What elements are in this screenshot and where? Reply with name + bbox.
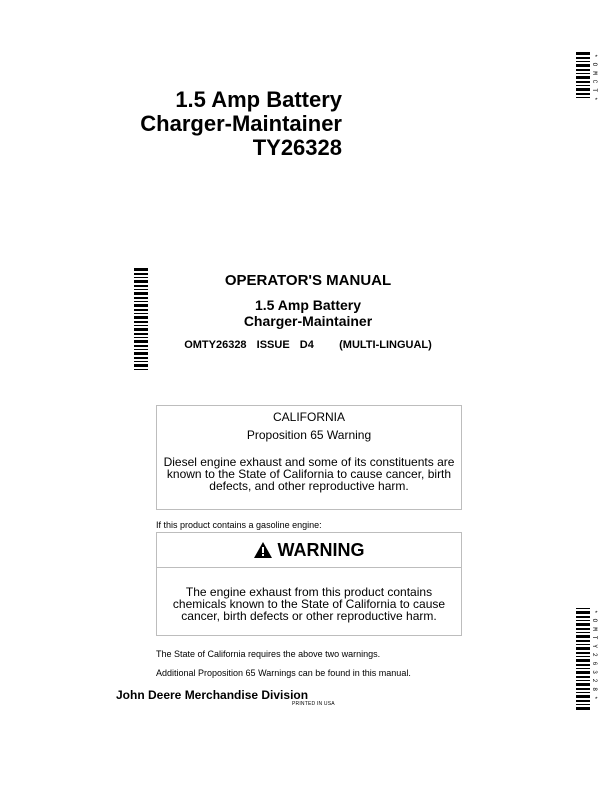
- barcode-bar: [576, 659, 590, 662]
- barcode-bar: [576, 608, 590, 609]
- barcode-bar: [134, 345, 148, 347]
- gasoline-note: If this product contains a gasoline engine:: [156, 520, 322, 530]
- barcode-bar: [134, 357, 148, 359]
- barcode-bar: [576, 640, 590, 642]
- barcode-bar: [134, 304, 148, 307]
- barcode-bar: [576, 93, 590, 95]
- manual-code: OMTY26328 ISSUE D4 (MULTI-LINGUAL): [184, 339, 432, 351]
- barcode-bar: [134, 285, 148, 287]
- barcode-icon: [134, 268, 148, 370]
- barcode-icon: [576, 608, 590, 710]
- barcode-bar: [134, 325, 148, 326]
- barcode-bar: [576, 700, 590, 702]
- warning-box: [156, 532, 462, 636]
- barcode-bar: [134, 313, 148, 314]
- barcode-text: *OMTY26328*: [591, 610, 598, 705]
- barcode-bar: [134, 297, 148, 299]
- barcode-bar: [576, 668, 590, 669]
- title-line-1: 1.5 Amp Battery: [175, 87, 342, 112]
- document-title: [140, 88, 342, 160]
- barcode-bar: [134, 364, 148, 367]
- barcode-bar: [134, 333, 148, 335]
- barcode-bar: [576, 64, 590, 67]
- warning-header: [157, 533, 461, 568]
- barcode-bar: [576, 620, 590, 621]
- left-barcode: [134, 268, 148, 370]
- barcode-bar: [576, 616, 590, 618]
- barcode-bar: [576, 61, 590, 62]
- barcode-bar: [134, 289, 148, 290]
- manual-info: [150, 272, 466, 351]
- barcode-bar: [576, 85, 590, 86]
- barcode-bar: [576, 644, 590, 645]
- california-title: CALIFORNIA: [272, 410, 345, 424]
- barcode-bar: [576, 81, 590, 83]
- bottom-right-barcode: [576, 608, 598, 710]
- barcode-bar: [576, 88, 590, 91]
- manual-heading: OPERATOR'S MANUAL: [224, 272, 392, 289]
- barcode-bar: [576, 611, 590, 614]
- barcode-bar: [134, 273, 148, 275]
- additional-note: Additional Proposition 65 Warnings can be found in this manual.: [156, 668, 411, 678]
- barcode-bar: [134, 337, 148, 338]
- barcode-bar: [576, 704, 590, 705]
- warning-heading: WARNING: [277, 539, 365, 560]
- barcode-bar: [576, 97, 590, 98]
- barcode-bar: [134, 369, 148, 370]
- barcode-bar: [576, 671, 590, 674]
- division-name: John Deere Merchandise Division: [116, 688, 309, 702]
- barcode-bar: [576, 632, 590, 633]
- barcode-bar: [576, 683, 590, 686]
- barcode-bar: [134, 328, 148, 331]
- barcode-bar: [134, 277, 148, 278]
- barcode-bar: [576, 76, 590, 79]
- barcode-bar: [576, 57, 590, 59]
- barcode-bar: [576, 623, 590, 626]
- barcode-bar: [134, 340, 148, 343]
- barcode-text: *OMCT*: [591, 54, 598, 106]
- barcode-bar: [134, 280, 148, 283]
- barcode-bar: [576, 628, 590, 630]
- manual-product-line-2: Charger-Maintainer: [243, 313, 373, 329]
- title-line-2: Charger-Maintainer: [140, 111, 342, 136]
- barcode-bar: [576, 656, 590, 657]
- barcode-bar: [576, 635, 590, 638]
- barcode-bar: [576, 680, 590, 681]
- california-text: Diesel engine exhaust and some of its constituents are known to the State of California to cause cancer, birth defects, and other reproductive harm.: [163, 455, 455, 493]
- barcode-bar: [576, 707, 590, 710]
- barcode-bar: [576, 676, 590, 678]
- barcode-bar: [576, 69, 590, 71]
- barcode-bar: [576, 688, 590, 690]
- barcode-bar: [134, 292, 148, 295]
- warning-text: The engine exhaust from this product contains chemicals known to the State of California to cause cancer, birth defects or other reproductive harm.: [172, 585, 446, 623]
- barcode-bar: [134, 321, 148, 323]
- barcode-bar: [134, 316, 148, 319]
- barcode-bar: [134, 301, 148, 302]
- barcode-bar: [576, 695, 590, 698]
- barcode-bar: [576, 647, 590, 650]
- warning-triangle-icon: [254, 542, 272, 558]
- barcode-bar: [134, 349, 148, 350]
- printed-in-usa: PRINTED IN USA: [292, 701, 335, 707]
- state-note: The State of California requires the above two warnings.: [156, 649, 381, 659]
- barcode-bar: [134, 361, 148, 362]
- barcode-bar: [576, 73, 590, 74]
- barcode-bar: [134, 352, 148, 355]
- manual-product-line-1: 1.5 Amp Battery: [254, 297, 362, 313]
- california-subtitle: Proposition 65 Warning: [246, 428, 372, 442]
- barcode-bar: [576, 664, 590, 666]
- barcode-bar: [576, 652, 590, 654]
- barcode-bar: [134, 309, 148, 311]
- barcode-bar: [134, 268, 148, 271]
- top-right-barcode: [576, 52, 598, 106]
- barcode-bar: [576, 52, 590, 55]
- title-line-3: TY26328: [252, 135, 342, 160]
- barcode-bar: [576, 692, 590, 693]
- california-warning-box: [156, 405, 462, 510]
- barcode-icon: [576, 52, 590, 100]
